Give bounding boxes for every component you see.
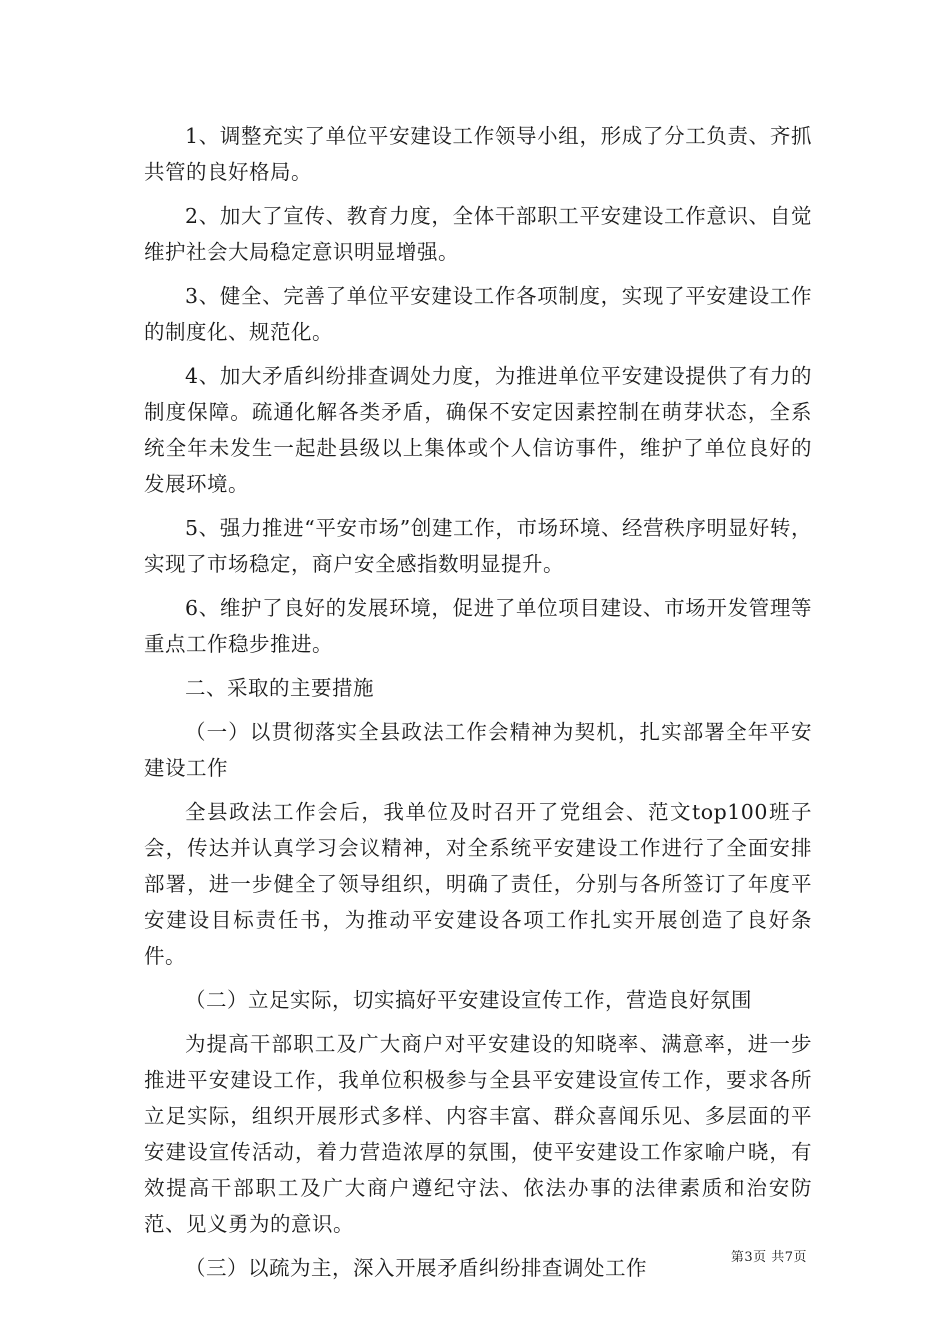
subheading-3: （三）以疏为主，深入开展矛盾纠纷排查调处工作 (185, 1256, 647, 1280)
section-heading-measures: 二、采取的主要措施 (185, 676, 374, 700)
paragraph-8: 为提高干部职工及广大商户对平安建设的知晓率、满意率，进一步推进平安建设工作，我单位积极参与全县平安建设宣传工作，要求各所立足实际，组织开展形式多样、内容丰富、群众喜闻乐见、多层面的平安建设宣传活动，着力营造浓厚的氛围，使平安建设工作家喻户晓，有效提高干部职工及广大商户遵纪守法、依法办事的法律素质和治安防范、见义勇为的意识。 (144, 1032, 812, 1236)
paragraph-4: 4、加大矛盾纠纷排查调处力度，为推进单位平安建设提供了有力的制度保障。疏通化解各类矛盾，确保不安定因素控制在萌芽状态，全系统全年未发生一起赴县级以上集体或个人信访事件，维护了单位良好的发展环境。 (144, 364, 812, 496)
document-body (144, 118, 812, 1294)
paragraph-1: 1、调整充实了单位平安建设工作领导小组，形成了分工负责、齐抓共管的良好格局。 (144, 124, 812, 184)
paragraph-3: 3、健全、完善了单位平安建设工作各项制度，实现了平安建设工作的制度化、规范化。 (144, 284, 812, 344)
paragraph-6: 6、维护了良好的发展环境，促进了单位项目建设、市场开发管理等重点工作稳步推进。 (144, 596, 812, 656)
page-number-footer: 第3页 共7页 (730, 1250, 807, 1265)
subheading-2: （二）立足实际，切实搞好平安建设宣传工作，营造良好氛围 (185, 988, 752, 1012)
paragraph-7: 全县政法工作会后，我单位及时召开了党组会、范文top100班子会，传达并认真学习会议精神，对全系统平安建设工作进行了全面安排部署，进一步健全了领导组织，明确了责任，分别与各所签订了年度平安建设目标责任书，为推动平安建设各项工作扎实开展创造了良好条件。 (144, 800, 812, 968)
subheading-1: （一）以贯彻落实全县政法工作会精神为契机，扎实部署全年平安建设工作 (144, 720, 812, 780)
paragraph-5: 5、强力推进“平安市场”创建工作，市场环境、经营秩序明显好转，实现了市场稳定，商户安全感指数明显提升。 (144, 516, 812, 576)
paragraph-2: 2、加大了宣传、教育力度，全体干部职工平安建设工作意识、自觉维护社会大局稳定意识明显增强。 (144, 204, 812, 264)
